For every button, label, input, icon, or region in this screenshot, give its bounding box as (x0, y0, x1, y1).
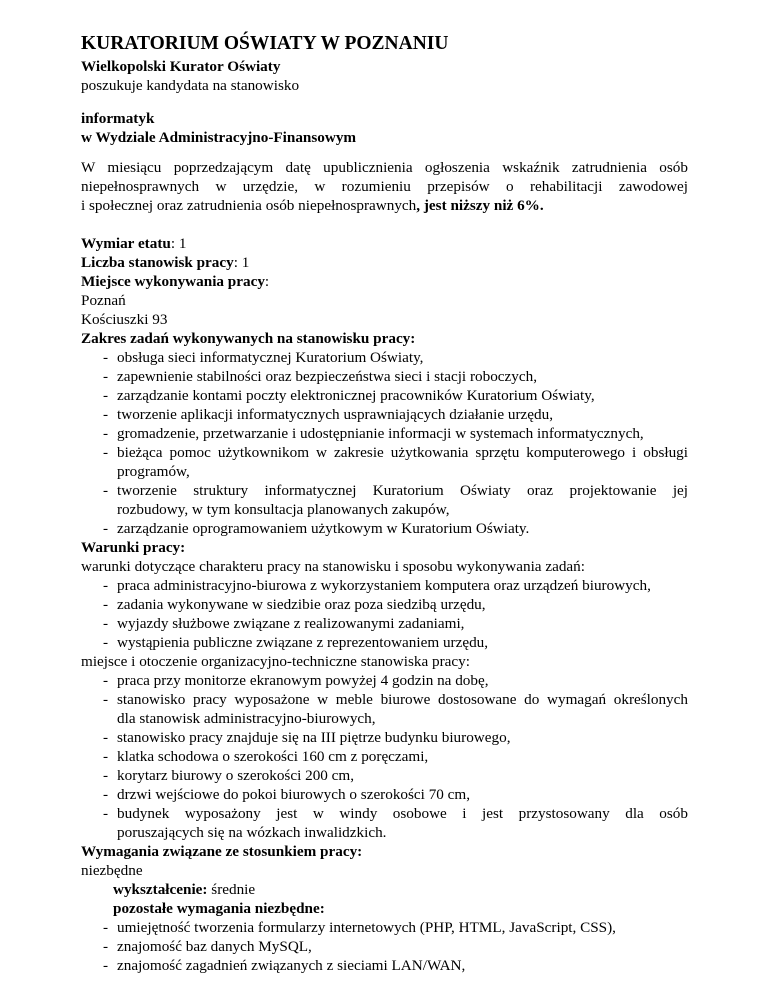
list-dash: - (103, 805, 109, 822)
list-dash: - (103, 938, 109, 955)
list-dash: - (103, 748, 109, 765)
intro-line-2: niepełnosprawnych w urzędzie, w rozumieniu przepisów o rehabilitacji zawodowej (81, 178, 688, 195)
zakres-item-continuation: programów, (117, 463, 190, 480)
list-dash: - (103, 577, 109, 594)
wymagania-item: znajomość baz danych MySQL, (117, 938, 312, 955)
list-dash: - (103, 786, 109, 803)
warunki-heading: Warunki pracy: (81, 539, 186, 556)
zakres-item: obsługa sieci informatycznej Kuratorium Oświaty, (117, 349, 424, 366)
zakres-item-continuation: rozbudowy, w tym konsultacja planowanych zakupów, (117, 501, 450, 518)
list-dash: - (103, 672, 109, 689)
wymagania-item: umiejętność tworzenia formularzy internetowych (PHP, HTML, JavaScript, CSS), (117, 919, 616, 936)
warunki-item: budynek wyposażony jest w windy osobowe i jest przystosowany dla osób (117, 805, 688, 822)
list-dash: - (103, 520, 109, 537)
wyksztalcenie-label: wykształcenie: (113, 881, 208, 898)
list-dash: - (103, 691, 109, 708)
wymiar-label: Wymiar etatu (81, 235, 171, 252)
warunki-item: klatka schodowa o szerokości 160 cm z poręczami, (117, 748, 429, 765)
search-statement: poszukuje kandydata na stanowisko (81, 77, 300, 94)
warunki-item: wystąpienia publiczne związane z reprezentowaniem urzędu, (117, 634, 489, 651)
warunki-item-continuation: dla stanowisk administracyjno-biurowych, (117, 710, 376, 727)
warunki-item: korytarz biurowy o szerokości 200 cm, (117, 767, 355, 784)
wyksztalcenie (113, 880, 255, 899)
employment-rate-statement: , jest niższy niż 6%. (416, 197, 544, 214)
list-dash: - (103, 767, 109, 784)
liczba-value: : 1 (233, 254, 250, 271)
warunki-item-continuation: poruszających się na wózkach inwalidzkich. (117, 824, 387, 841)
warunki-item: zadania wykonywane w siedzibie oraz poza siedzibą urzędu, (117, 596, 486, 613)
wymagania-subheading: niezbędne (81, 862, 143, 879)
list-dash: - (103, 349, 109, 366)
issuer: Wielkopolski Kurator Oświaty (81, 58, 281, 75)
list-dash: - (103, 919, 109, 936)
zakres-item: zapewnienie stabilności oraz bezpieczeństwa sieci i stacji roboczych, (117, 368, 537, 385)
intro-line-1: W miesiącu poprzedzającym datę upublicznienia ogłoszenia wskaźnik zatrudnienia osób (81, 159, 688, 176)
city: Poznań (81, 292, 126, 309)
wymagania-item: znajomość zagadnień związanych z sieciami LAN/WAN, (117, 957, 466, 974)
list-dash: - (103, 615, 109, 632)
miejsce-label: Miejsce wykonywania pracy (81, 273, 265, 290)
zakres-item: tworzenie aplikacji informatycznych usprawniających działanie urzędu, (117, 406, 554, 423)
wymiar-value: : 1 (170, 235, 187, 252)
list-dash: - (103, 406, 109, 423)
zakres-item: zarządzanie oprogramowaniem użytkowym w Kuratorium Oświaty. (117, 520, 530, 537)
zakres-item: tworzenie struktury informatycznej Kuratorium Oświaty oraz projektowanie jej (117, 482, 688, 499)
warunki-item: stanowisko pracy wyposażone w meble biurowe dostosowane do wymagań określonych (117, 691, 688, 708)
list-dash: - (103, 444, 109, 461)
intro-line-3 (81, 196, 544, 215)
warunki-item: praca administracyjno-biurowa z wykorzystaniem komputera oraz urządzeń biurowych, (117, 577, 651, 594)
position-department: w Wydziale Administracyjno-Finansowym (81, 129, 357, 146)
list-dash: - (103, 368, 109, 385)
zakres-heading: Zakres zadań wykonywanych na stanowisku pracy: (81, 330, 416, 347)
warunki-subheading-1: warunki dotyczące charakteru pracy na stanowisku i sposobu wykonywania zadań: (81, 558, 585, 575)
wymagania-heading: Wymagania związane ze stosunkiem pracy: (81, 843, 363, 860)
zakres-item: gromadzenie, przetwarzanie i udostępnianie informacji w systemach informatycznych, (117, 425, 644, 442)
liczba-stanowisk (81, 253, 249, 272)
miejsce-pracy (81, 272, 269, 291)
liczba-label: Liczba stanowisk pracy (81, 254, 234, 271)
warunki-item: praca przy monitorze ekranowym powyżej 4 godzin na dobę, (117, 672, 489, 689)
list-dash: - (103, 425, 109, 442)
intro-line-3-text: i społecznej oraz zatrudnienia osób niepełnosprawnych (81, 197, 417, 214)
pozostale-heading: pozostałe wymagania niezbędne: (113, 900, 325, 917)
list-dash: - (103, 957, 109, 974)
document-title: KURATORIUM OŚWIATY W POZNANIU (81, 33, 449, 54)
wyksztalcenie-value: średnie (207, 881, 256, 898)
zakres-item: bieżąca pomoc użytkownikom w zakresie użytkowania sprzętu komputerowego i obsługi (117, 444, 688, 461)
street-address: Kościuszki 93 (81, 311, 168, 328)
warunki-item: wyjazdy służbowe związane z realizowanymi zadaniami, (117, 615, 465, 632)
miejsce-colon: : (264, 273, 270, 290)
list-dash: - (103, 482, 109, 499)
list-dash: - (103, 729, 109, 746)
list-dash: - (103, 596, 109, 613)
warunki-item: stanowisko pracy znajduje się na III piętrze budynku biurowego, (117, 729, 511, 746)
warunki-item: drzwi wejściowe do pokoi biurowych o szerokości 70 cm, (117, 786, 471, 803)
warunki-subheading-2: miejsce i otoczenie organizacyjno-techniczne stanowiska pracy: (81, 653, 470, 670)
list-dash: - (103, 387, 109, 404)
position-name: informatyk (81, 110, 155, 127)
list-dash: - (103, 634, 109, 651)
wymiar-etatu (81, 234, 186, 253)
zakres-item: zarządzanie kontami poczty elektronicznej pracowników Kuratorium Oświaty, (117, 387, 595, 404)
